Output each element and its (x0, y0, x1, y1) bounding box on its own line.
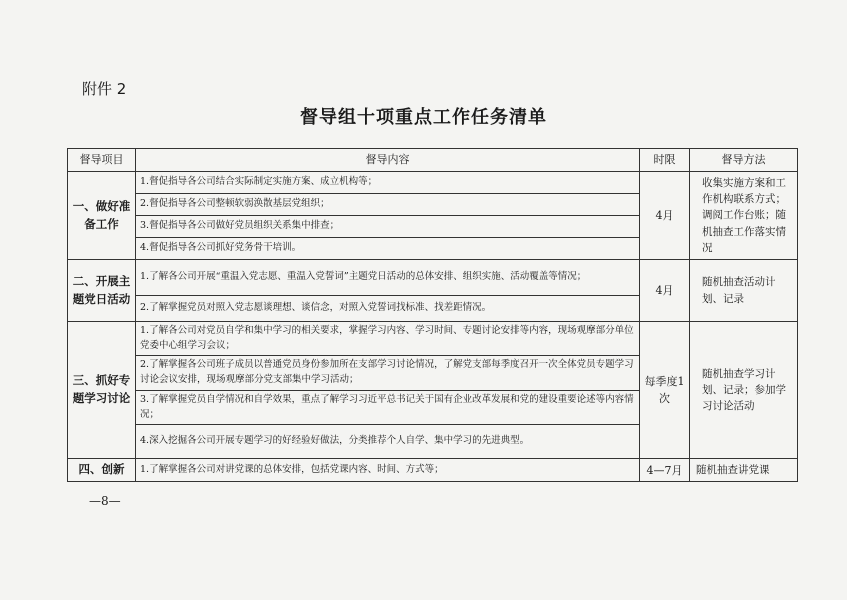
document-title: 督导组十项重点工作任务清单 (300, 107, 547, 128)
section-1-item-4: 4.督促指导各公司抓好党务骨干培训。 (136, 238, 640, 260)
header-project: 督导项目 (68, 149, 136, 172)
task-table (67, 148, 798, 482)
section-1-item-3: 3.督促指导各公司做好党员组织关系集中排查； (136, 216, 640, 238)
section-3-project: 三、抓好专题学习讨论 (68, 322, 136, 459)
page-number: —8— (89, 494, 121, 508)
section-4-project: 四、创新 (68, 459, 136, 482)
section-2-period: 4月 (640, 260, 690, 322)
table-row (68, 322, 798, 356)
section-1-project: 一、做好准备工作 (68, 172, 136, 260)
header-method: 督导方法 (690, 149, 798, 172)
attachment-label: 附件 2 (82, 80, 127, 98)
section-1-method: 收集实施方案和工作机构联系方式；调阅工作台账；随机抽查工作落实情况 (690, 172, 798, 260)
table-header-row (68, 149, 798, 172)
section-3-item-4: 4.深入挖掘各公司开展专题学习的好经验好做法，分类推荐个人自学、集中学习的先进典型。 (136, 425, 640, 459)
section-2-method: 随机抽查活动计划、记录 (690, 260, 798, 322)
section-2-item-2: 2.了解掌握党员对照入党志愿谈理想、谈信念，对照入党誓词找标准、找差距情况。 (136, 296, 640, 322)
header-content: 督导内容 (136, 149, 640, 172)
section-1-item-1: 1.督促指导各公司结合实际制定实施方案、成立机构等； (136, 172, 640, 194)
section-2-project: 二、开展主题党日活动 (68, 260, 136, 322)
section-1-period: 4月 (640, 172, 690, 260)
section-3-item-2: 2.了解掌握各公司班子成员以普通党员身份参加所在支部学习讨论情况，了解党支部每季度召开一次全体党员专题学习讨论会议安排，现场观摩部分党支部集中学习活动； (136, 356, 640, 390)
section-3-item-1: 1.了解各公司对党员自学和集中学习的相关要求，掌握学习内容、学习时间、专题讨论安排等内容，现场观摩部分单位党委中心组学习会议； (136, 322, 640, 356)
section-4-period: 4—7月 (640, 459, 690, 482)
section-3-item-3: 3.了解掌握党员自学情况和自学效果，重点了解学习习近平总书记关于国有企业改革发展和党的建设重要论述等内容情况； (136, 390, 640, 424)
section-3-method: 随机抽查学习计划、记录；参加学习讨论活动 (690, 322, 798, 459)
section-4-item-1: 1.了解掌握各公司对讲党课的总体安排，包括党课内容、时间、方式等； (136, 459, 640, 482)
section-3-period: 每季度1次 (640, 322, 690, 459)
section-2-item-1: 1.了解各公司开展“重温入党志愿、重温入党誓词”主题党日活动的总体安排、组织实施、活动覆盖等情况； (136, 260, 640, 296)
table-row (68, 260, 798, 296)
section-4-method: 随机抽查讲党课 (690, 459, 798, 482)
table-row (68, 459, 798, 482)
header-period: 时限 (640, 149, 690, 172)
table-row (68, 172, 798, 194)
section-1-item-2: 2.督促指导各公司整顿软弱涣散基层党组织； (136, 194, 640, 216)
